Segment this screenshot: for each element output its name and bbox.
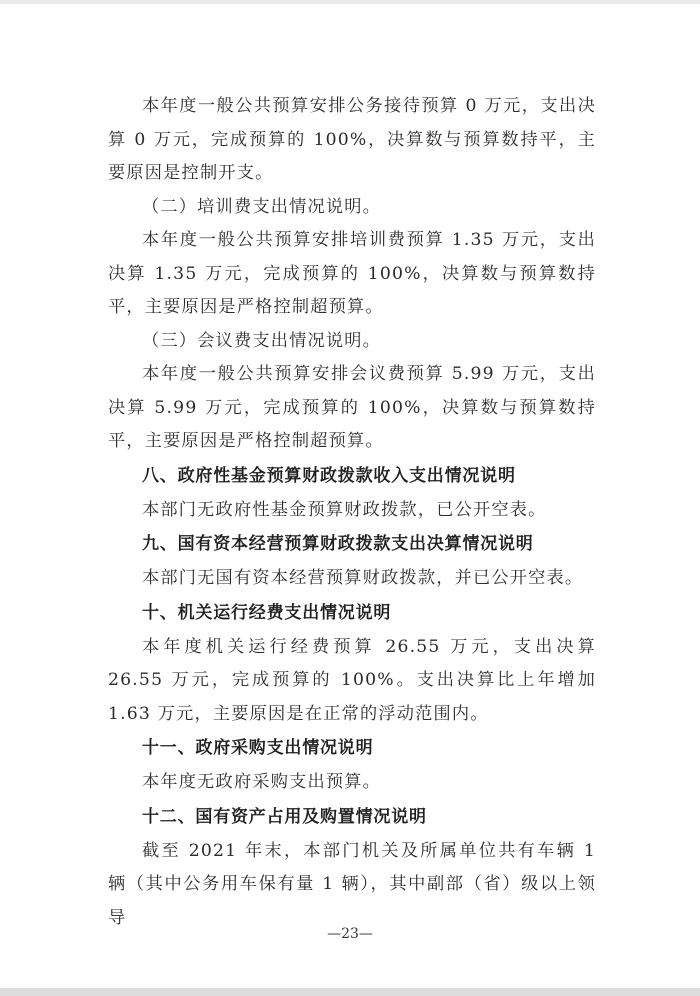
paragraph-section-12: 截至 2021 年末，本部门机关及所属单位共有车辆 1 辆（其中公务用车保有量 1 辆），其中副部（省）级以上领导 <box>108 840 596 928</box>
page-number: —23— <box>327 926 373 942</box>
subheading-training-expense: （二）培训费支出情况说明。 <box>142 196 382 217</box>
subheading-meeting-expense: （三）会议费支出情况说明。 <box>142 330 382 351</box>
page-top-edge <box>0 0 700 4</box>
section-heading-12: 十二、国有资产占用及购置情况说明 <box>142 806 427 827</box>
section-heading-9: 九、国有资本经营预算财政拨款支出决算情况说明 <box>142 534 534 554</box>
page-bottom-edge <box>0 988 700 996</box>
paragraph-section-11: 本年度无政府采购支出预算。 <box>142 772 382 792</box>
paragraph-section-9: 本部门无国有资本经营预算财政拨款，并已公开空表。 <box>142 568 584 588</box>
section-heading-10: 十、机关运行经费支出情况说明 <box>142 602 392 623</box>
section-heading-8: 八、政府性基金预算财政拨款收入支出情况说明 <box>142 465 516 486</box>
paragraph-training-expense: 本年度一般公共预算安排培训费预算 1.35 万元，支出决算 1.35 万元，完成预算的 100%，决算数与预算数持平，主要原因是严格控制超预算。 <box>108 230 596 317</box>
paragraph-section-8: 本部门无政府性基金预算财政拨款，已公开空表。 <box>142 499 547 520</box>
document-body <box>108 90 596 935</box>
section-heading-11: 十一、政府采购支出情况说明 <box>142 738 374 758</box>
paragraph-meeting-expense: 本年度一般公共预算安排会议费预算 5.99 万元，支出决算 5.99 万元，完成预算的 100%，决算数与预算数持平，主要原因是严格控制超预算。 <box>108 364 596 451</box>
paragraph-reception-expense: 本年度一般公共预算安排公务接待预算 0 万元，支出决算 0 万元，完成预算的 100%，决算数与预算数持平，主要原因是控制开支。 <box>108 96 596 183</box>
paragraph-section-10: 本年度机关运行经费预算 26.55 万元，支出决算 26.55 万元，完成预算的 100%。支出决算比上年增加 1.63 万元，主要原因是在正常的浮动范围内。 <box>108 636 596 724</box>
